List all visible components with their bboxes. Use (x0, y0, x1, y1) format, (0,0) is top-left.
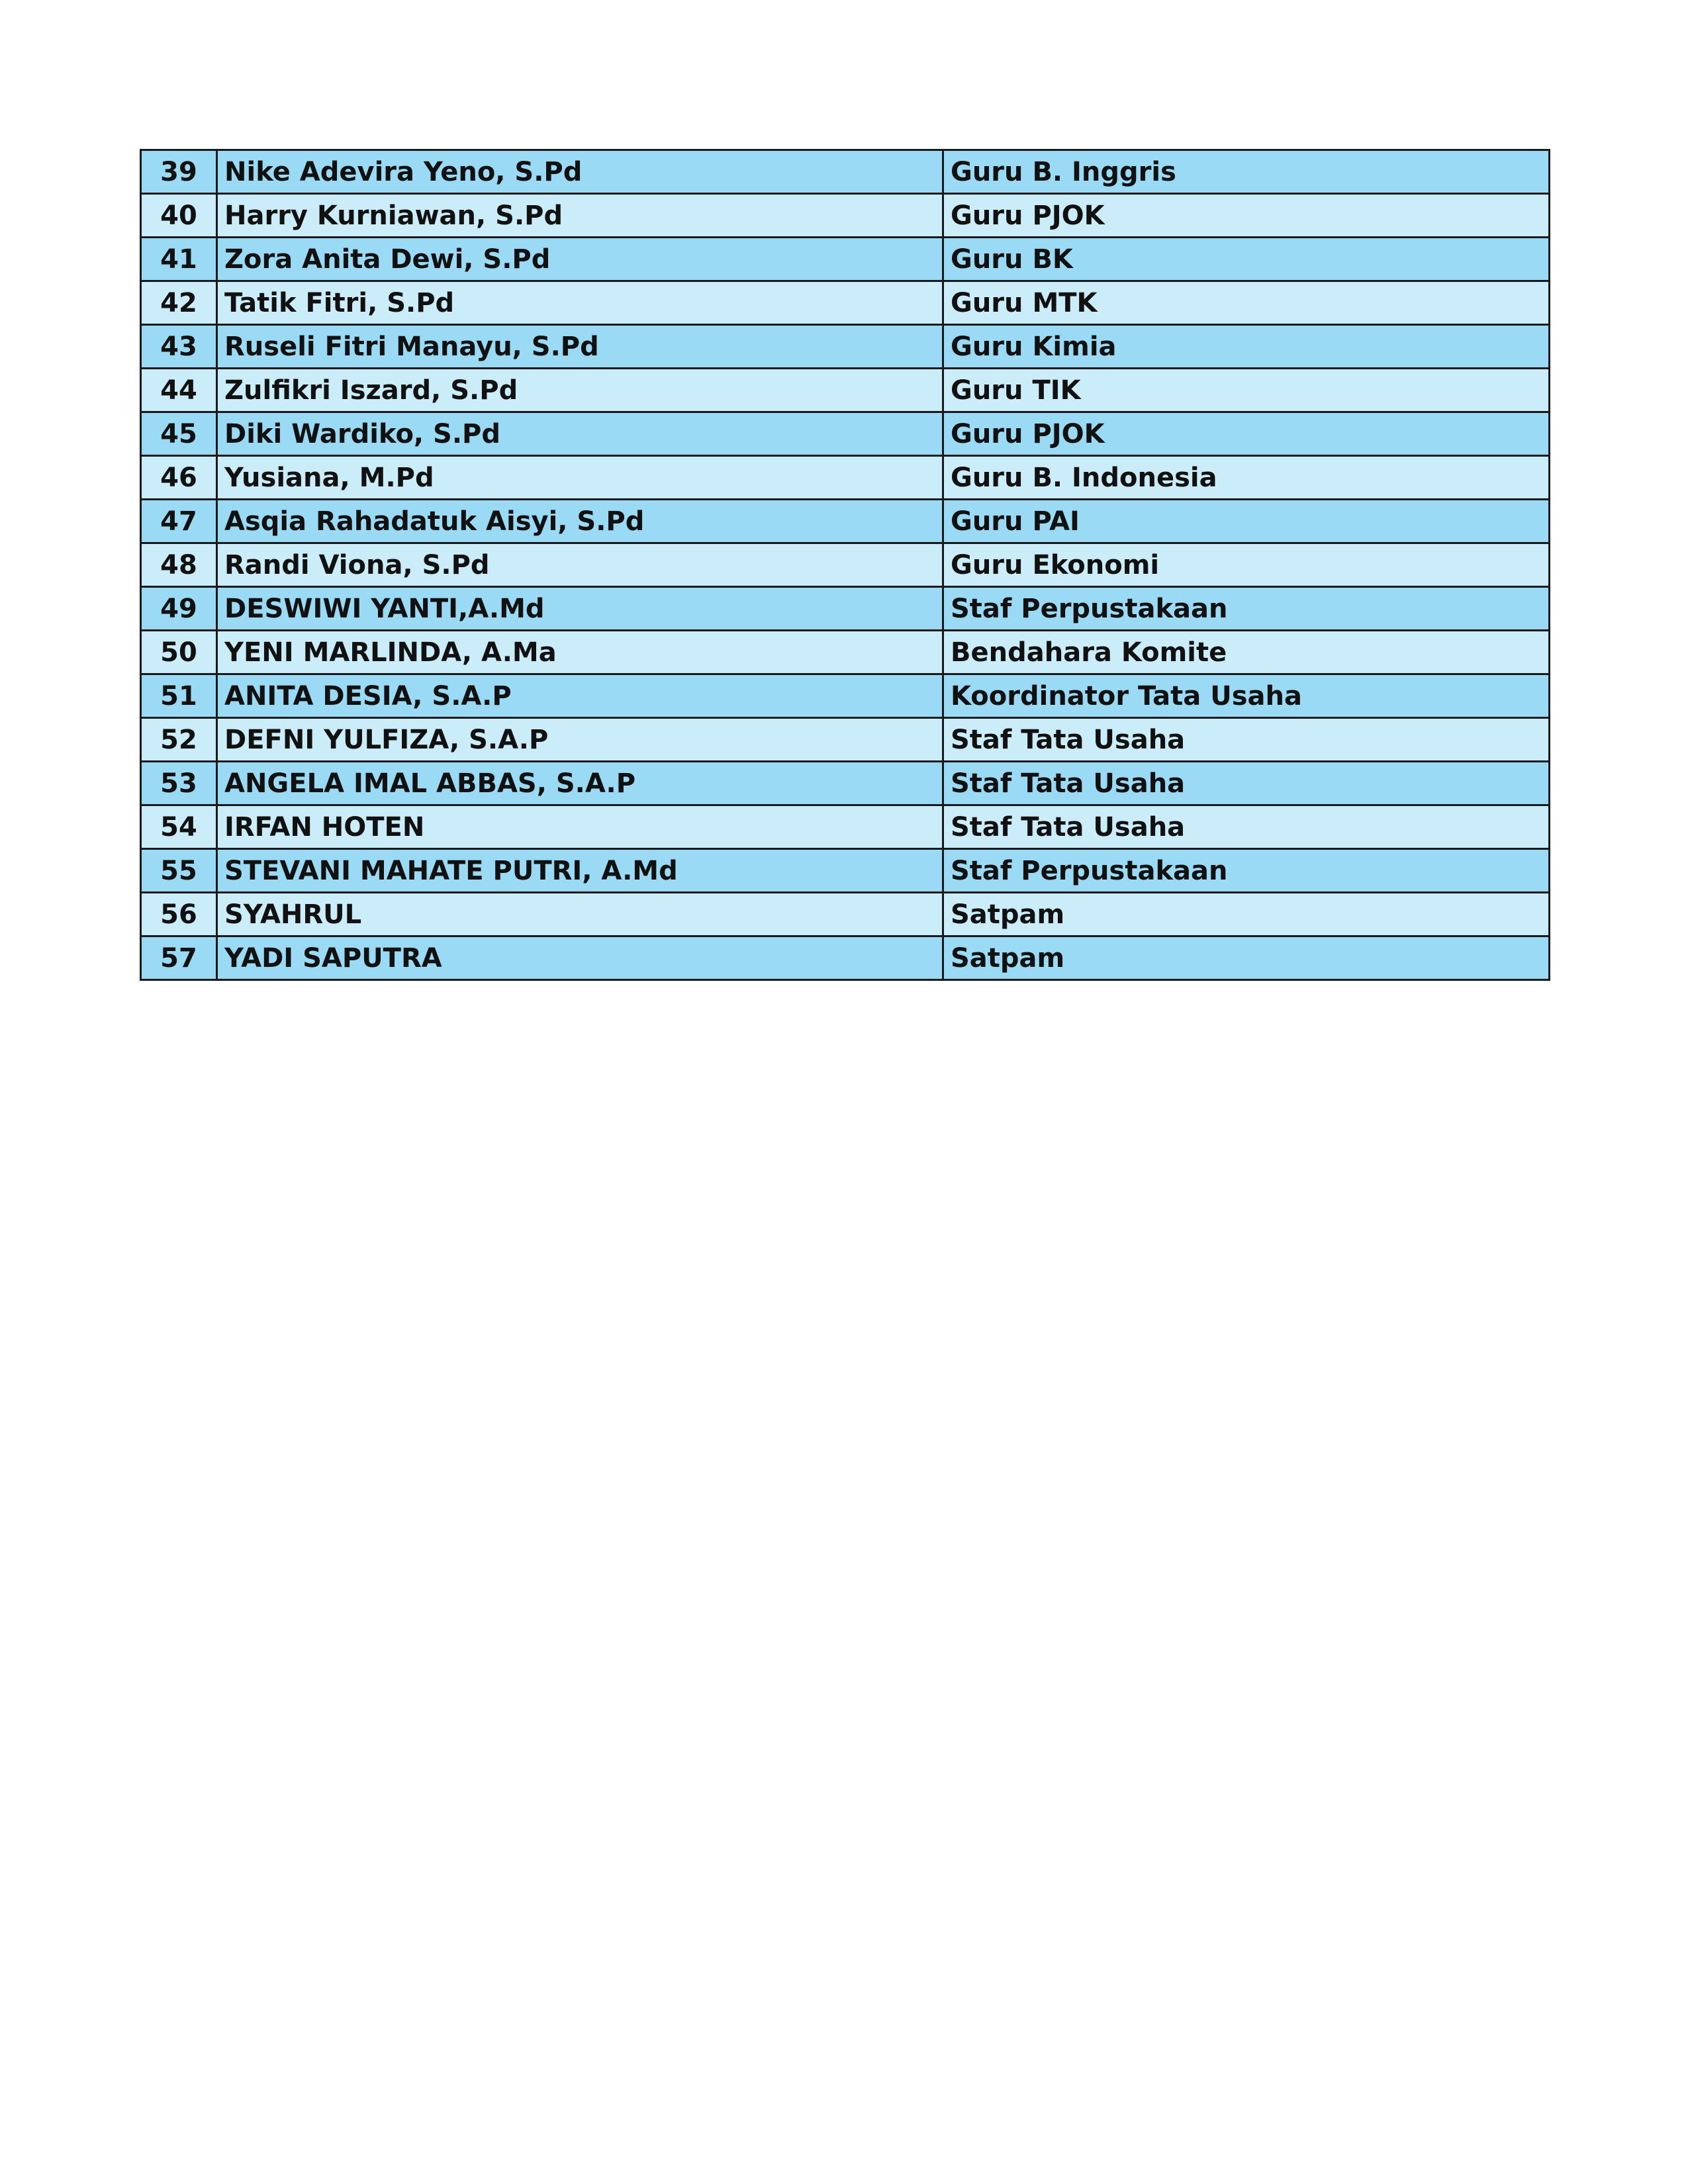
row-number: 55 (141, 849, 217, 893)
row-number: 53 (141, 762, 217, 805)
row-number: 43 (141, 325, 217, 369)
row-number: 39 (141, 150, 217, 194)
staff-name: ANGELA IMAL ABBAS, S.A.P (217, 762, 943, 805)
staff-role: Guru B. Indonesia (943, 456, 1550, 500)
staff-name: SYAHRUL (217, 893, 943, 936)
staff-role: Guru PJOK (943, 194, 1550, 238)
staff-table (140, 149, 1550, 981)
staff-role: Bendahara Komite (943, 631, 1550, 674)
staff-name: DEFNI YULFIZA, S.A.P (217, 718, 943, 762)
row-number: 49 (141, 587, 217, 631)
staff-name: IRFAN HOTEN (217, 805, 943, 849)
table-row (141, 238, 1550, 281)
row-number: 54 (141, 805, 217, 849)
staff-name: Zulfikri Iszard, S.Pd (217, 369, 943, 412)
staff-role: Staf Perpustakaan (943, 587, 1550, 631)
table-row (141, 805, 1550, 849)
table-row (141, 543, 1550, 587)
table-row (141, 369, 1550, 412)
row-number: 47 (141, 500, 217, 543)
staff-role: Guru PJOK (943, 412, 1550, 456)
table-row (141, 500, 1550, 543)
row-number: 52 (141, 718, 217, 762)
staff-role: Staf Tata Usaha (943, 718, 1550, 762)
row-number: 40 (141, 194, 217, 238)
staff-role: Koordinator Tata Usaha (943, 674, 1550, 718)
staff-role: Satpam (943, 936, 1550, 980)
row-number: 42 (141, 281, 217, 325)
table-row (141, 194, 1550, 238)
staff-role: Guru B. Inggris (943, 150, 1550, 194)
row-number: 56 (141, 893, 217, 936)
row-number: 48 (141, 543, 217, 587)
staff-name: Tatik Fitri, S.Pd (217, 281, 943, 325)
staff-role: Guru BK (943, 238, 1550, 281)
row-number: 57 (141, 936, 217, 980)
table-row (141, 849, 1550, 893)
table-row (141, 456, 1550, 500)
staff-name: DESWIWI YANTI,A.Md (217, 587, 943, 631)
staff-role: Guru Ekonomi (943, 543, 1550, 587)
table-row (141, 762, 1550, 805)
row-number: 44 (141, 369, 217, 412)
table-row (141, 893, 1550, 936)
staff-role: Guru Kimia (943, 325, 1550, 369)
staff-name: Zora Anita Dewi, S.Pd (217, 238, 943, 281)
table-row (141, 631, 1550, 674)
table-row (141, 281, 1550, 325)
table-row (141, 150, 1550, 194)
staff-name: Yusiana, M.Pd (217, 456, 943, 500)
row-number: 46 (141, 456, 217, 500)
staff-name: STEVANI MAHATE PUTRI, A.Md (217, 849, 943, 893)
staff-name: YADI SAPUTRA (217, 936, 943, 980)
table-row (141, 718, 1550, 762)
staff-name: YENI MARLINDA, A.Ma (217, 631, 943, 674)
table-row (141, 412, 1550, 456)
staff-role: Staf Tata Usaha (943, 762, 1550, 805)
staff-name: ANITA DESIA, S.A.P (217, 674, 943, 718)
row-number: 51 (141, 674, 217, 718)
staff-role: Guru TIK (943, 369, 1550, 412)
row-number: 41 (141, 238, 217, 281)
table-row (141, 325, 1550, 369)
staff-name: Ruseli Fitri Manayu, S.Pd (217, 325, 943, 369)
table-row (141, 587, 1550, 631)
staff-role: Staf Tata Usaha (943, 805, 1550, 849)
row-number: 45 (141, 412, 217, 456)
staff-name: Randi Viona, S.Pd (217, 543, 943, 587)
staff-name: Asqia Rahadatuk Aisyi, S.Pd (217, 500, 943, 543)
staff-role: Guru PAI (943, 500, 1550, 543)
staff-name: Harry Kurniawan, S.Pd (217, 194, 943, 238)
staff-role: Satpam (943, 893, 1550, 936)
staff-name: Diki Wardiko, S.Pd (217, 412, 943, 456)
staff-role: Staf Perpustakaan (943, 849, 1550, 893)
row-number: 50 (141, 631, 217, 674)
staff-name: Nike Adevira Yeno, S.Pd (217, 150, 943, 194)
table-row (141, 674, 1550, 718)
table-row (141, 936, 1550, 980)
staff-role: Guru MTK (943, 281, 1550, 325)
